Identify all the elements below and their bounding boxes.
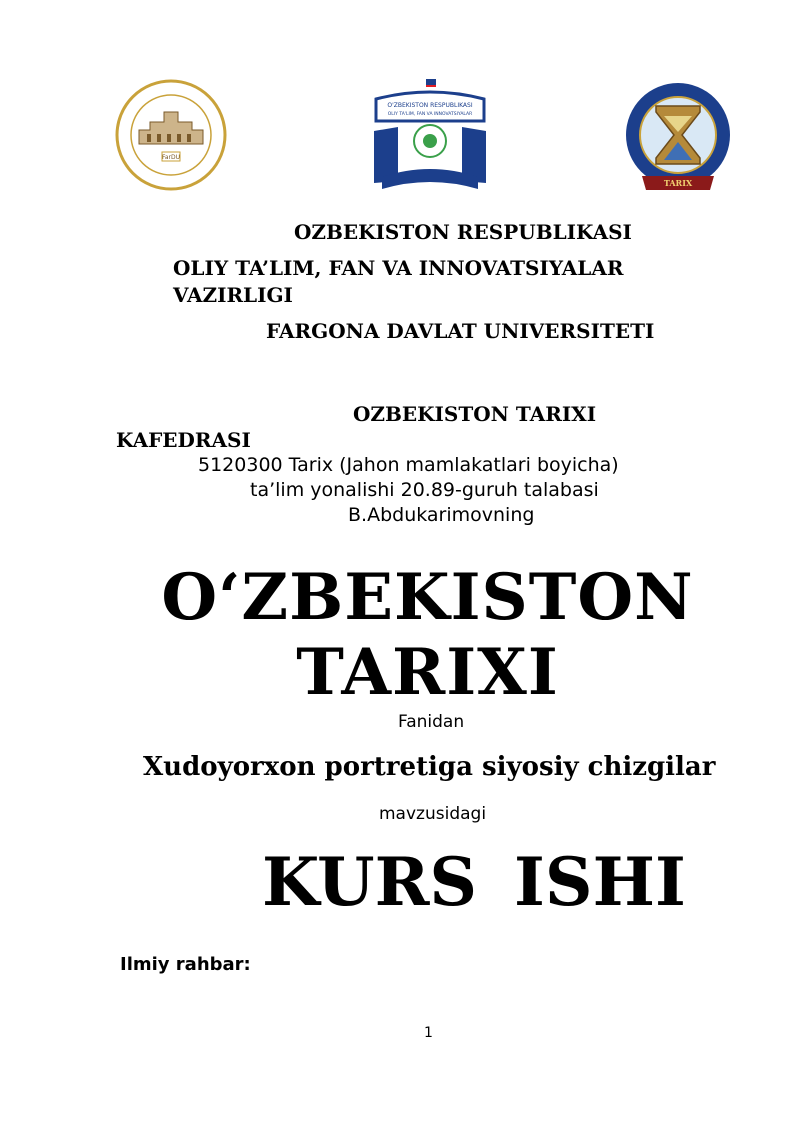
student-line-1: 5120300 Tarix (Jahon mamlakatlari boyicha) <box>198 454 619 476</box>
subject-title-line-2: TARIXI <box>296 635 559 710</box>
student-line-2: ta’lim yonalishi 20.89-guruh talabasi <box>250 479 599 501</box>
subject-suffix: Fanidan <box>398 712 465 732</box>
history-emblem-logo <box>612 80 744 198</box>
department-line-1: OZBEKISTON TARIXI <box>353 402 597 426</box>
department-line-2: KAFEDRASI <box>116 428 251 452</box>
university-name: FARGONA DAVLAT UNIVERSITETI <box>266 319 655 343</box>
topic-suffix: mavzusidagi <box>379 804 487 824</box>
ministry-emblem-logo <box>368 77 492 195</box>
header-line-1: OZBEKISTON RESPUBLIKASI <box>294 220 632 244</box>
header-line-3: VAZIRLIGI <box>173 283 293 307</box>
university-seal-logo <box>112 78 230 192</box>
work-type-title: KURS ISHI <box>262 843 686 921</box>
student-name: B.Abdukarimovning <box>348 504 535 526</box>
svg-text:OLIY TA'LIM, FAN VA INNOVATSIY: OLIY TA'LIM, FAN VA INNOVATSIYALAR <box>387 112 473 117</box>
page-number: 1 <box>424 1025 433 1041</box>
seal-center-text: FarDU <box>161 154 181 161</box>
subject-title-line-1: O‘ZBEKISTON <box>161 560 694 635</box>
emblem-banner-text: TARIX <box>663 178 693 188</box>
svg-text:O'ZBEKISTON RESPUBLIKASI: O'ZBEKISTON RESPUBLIKASI <box>387 102 473 109</box>
supervisor-label: Ilmiy rahbar: <box>120 954 251 975</box>
header-line-2: OLIY TA’LIM, FAN VA INNOVATSIYALAR <box>173 256 624 280</box>
topic-title: Xudoyorxon portretiga siyosiy chizgilar <box>143 752 716 782</box>
